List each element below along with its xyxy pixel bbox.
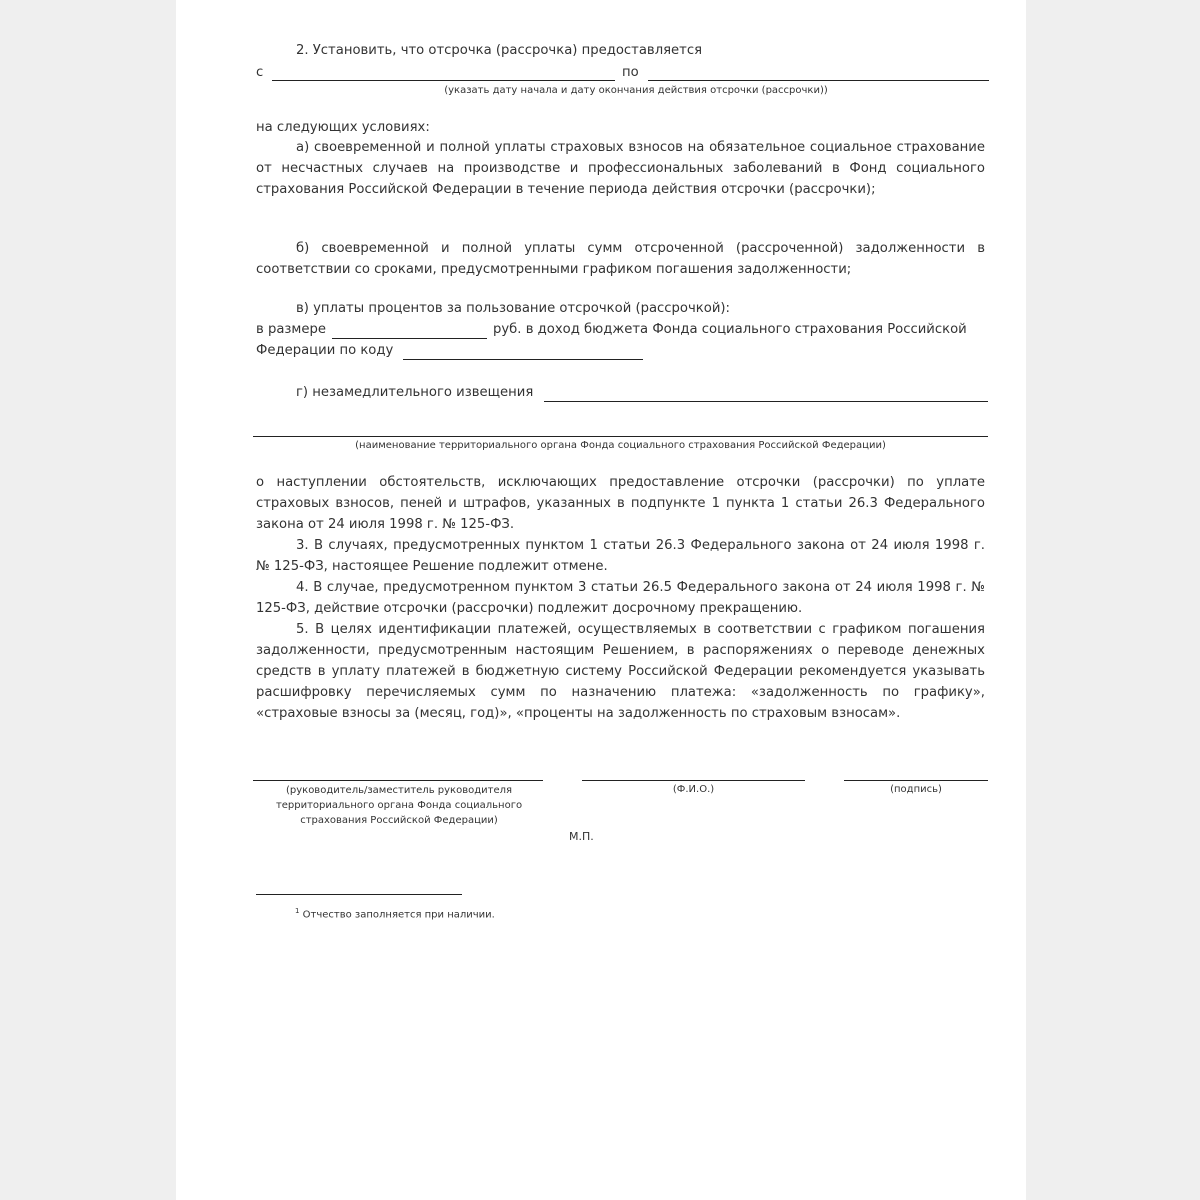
head-caption: (руководитель/заместитель руководителя территориального органа Фонда социального страхования Российской Федерации) xyxy=(275,785,523,826)
condition-g-label: г) незамедлительного извещения xyxy=(296,385,534,400)
amount-suffix: руб. в доход бюджета Фонда социального страхования Российской xyxy=(493,322,967,337)
notify-field-1[interactable] xyxy=(544,401,988,402)
condition-g-text: о наступлении обстоятельств, исключающих предоставление отсрочки (рассрочки) по уплате страховых взносов, пеней и штрафов, указанных в подпункте 1 пункта 1 статьи 26.3 Федерального закона от 24 июля 1998 г. № 125-ФЗ. xyxy=(256,475,985,532)
notify-caption: (наименование территориального органа Фонда социального страхования Российской Федерации) xyxy=(355,440,886,451)
item-3: 3. В случаях, предусмотренных пунктом 1 статьи 26.3 Федерального закона от 24 июля 1998 г. № 125-ФЗ, настоящее Решение подлежит отмене. xyxy=(256,538,985,574)
notify-field-2[interactable] xyxy=(253,436,988,437)
footnote-separator xyxy=(256,894,462,895)
date-from-field[interactable] xyxy=(272,80,615,81)
fio-caption: (Ф.И.О.) xyxy=(672,784,715,795)
code-field[interactable] xyxy=(403,359,643,360)
conditions-intro: на следующих условиях: xyxy=(256,120,430,135)
date-caption: (указать дату начала и дату окончания действия отсрочки (рассрочки)) xyxy=(444,85,828,96)
footnote xyxy=(295,904,495,922)
date-to-label: по xyxy=(622,65,639,80)
footnote-text: Отчество заполняется при наличии. xyxy=(302,909,495,921)
date-from-label: с xyxy=(256,65,264,80)
item-4: 4. В случае, предусмотренном пунктом 3 статьи 26.5 Федерального закона от 24 июля 1998 г. № 125-ФЗ, действие отсрочки (рассрочки) подлежит досрочному прекращению. xyxy=(256,580,985,616)
condition-a: а) своевременной и полной уплаты страховых взносов на обязательное социальное страхование от несчастных случаев на производстве и профессиональных заболеваний в Фонд социального страхования Российской Федерации в течение периода действия отсрочки (рассрочки); xyxy=(256,140,985,197)
sign-line[interactable] xyxy=(844,780,988,781)
head-signature-line[interactable] xyxy=(253,780,543,781)
condition-v-intro: в) уплаты процентов за пользование отсрочкой (рассрочкой): xyxy=(296,301,730,316)
amount-field[interactable] xyxy=(332,338,487,339)
date-to-field[interactable] xyxy=(648,80,989,81)
code-label: Федерации по коду xyxy=(256,343,394,358)
footnote-marker: 1 xyxy=(295,907,300,915)
fio-line[interactable] xyxy=(582,780,805,781)
stamp-place: М.П. xyxy=(569,830,594,843)
document-page xyxy=(176,0,1026,1200)
amount-label: в размере xyxy=(256,322,326,337)
item2-intro: 2. Установить, что отсрочка (рассрочка) предоставляется xyxy=(296,43,703,58)
condition-b: б) своевременной и полной уплаты сумм отсроченной (рассроченной) задолженности в соответствии со сроками, предусмотренными графиком погашения задолженности; xyxy=(256,241,985,277)
item-5: 5. В целях идентификации платежей, осуществляемых в соответствии с графиком погашения задолженности, предусмотренным настоящим Решением, в распоряжениях о переводе денежных средств в уплату платежей в бюджетную систему Российской Федерации рекомендуется указывать расшифровку перечисляемых сумм по назначению платежа: «задолженность по графику», «страховые взносы за (месяц, год)», «проценты на задолженность по страховым взносам». xyxy=(256,622,985,721)
sign-caption: (подпись) xyxy=(890,784,942,795)
